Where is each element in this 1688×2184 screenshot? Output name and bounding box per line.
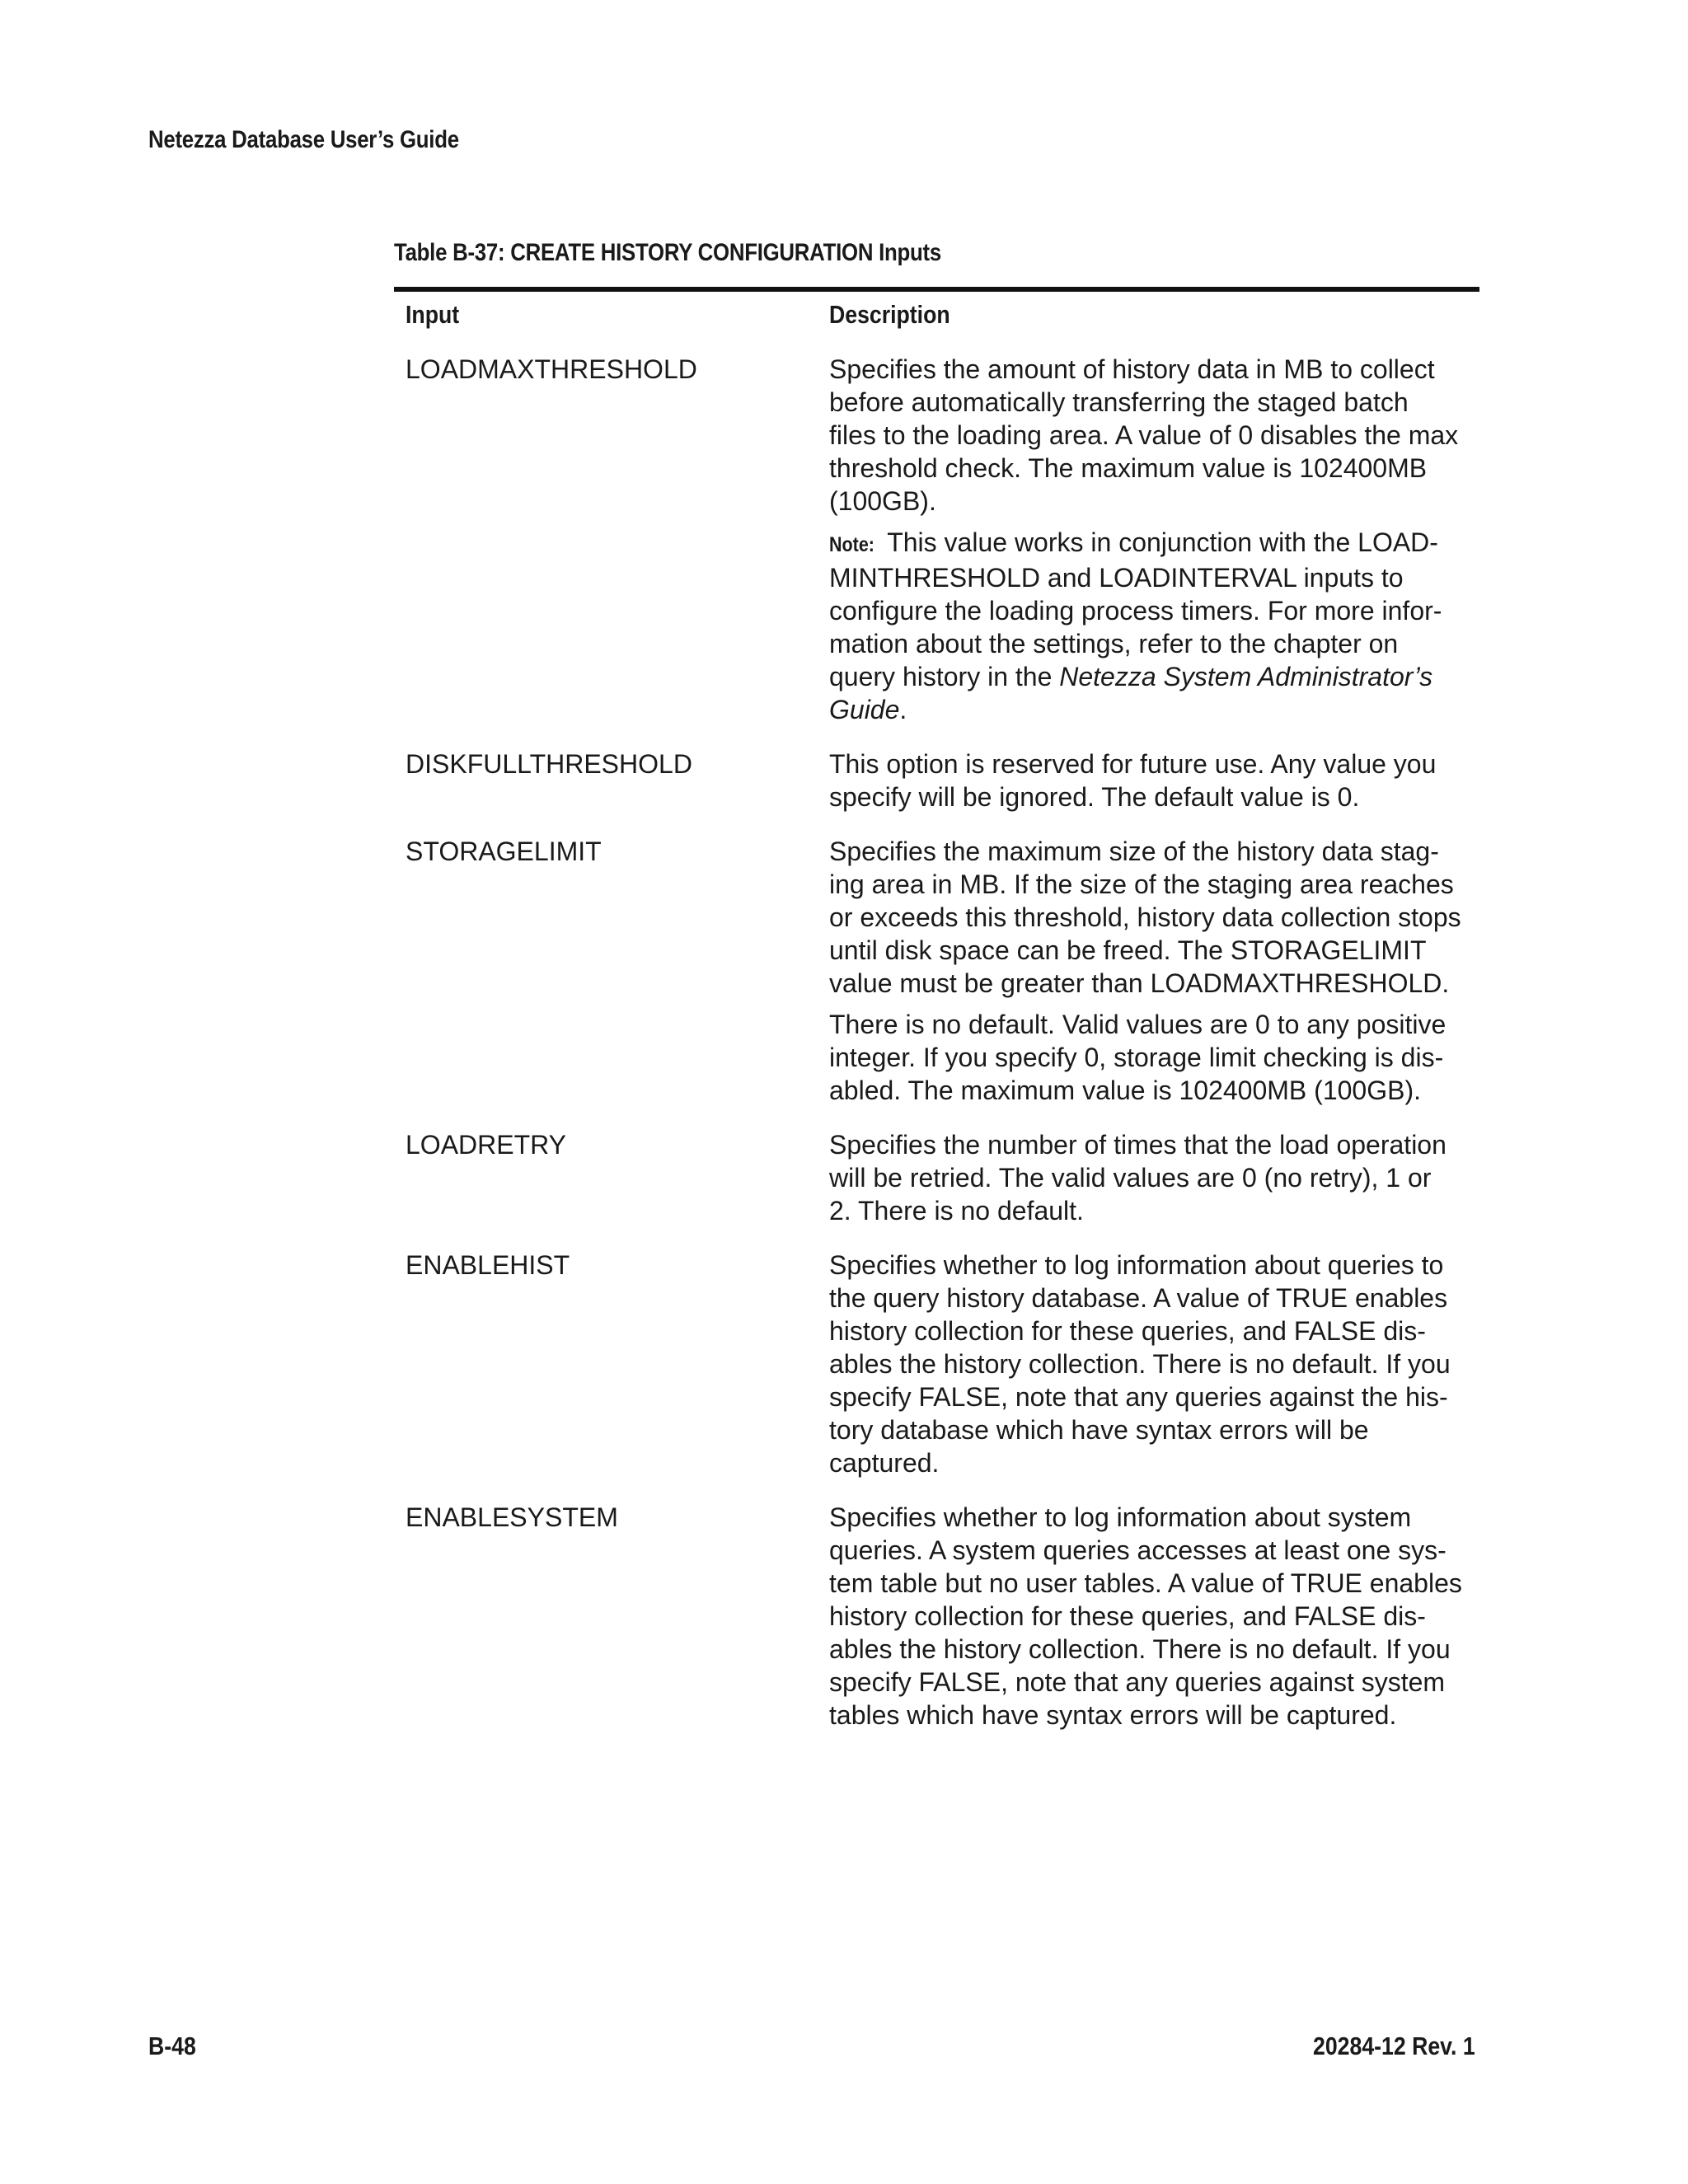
table-row [406,1128,1477,1227]
column-header-input: Input [406,300,460,329]
description-line: until disk space can be freed. The STORAGELIMIT [829,935,1427,965]
note-first-line [829,526,1477,561]
description-line: captured. [829,1448,940,1478]
description-line: history collection for these queries, and FALSE dis- [829,1601,1426,1631]
note-line: configure the loading process timers. For more infor- [829,596,1442,626]
column-header-description: Description [829,300,950,329]
input-name: ENABLEHIST [406,1250,570,1280]
reference-book-title-end: Guide [829,695,900,724]
description-paragraph [829,353,1477,518]
input-description [829,748,1477,813]
description-line: tables which have syntax errors will be captured. [829,1700,1397,1730]
description-line: Specifies the amount of history data in MB to collect [829,354,1435,384]
description-line: integer. If you specify 0, storage limit checking is dis- [829,1043,1444,1072]
table-top-rule [394,287,1479,292]
description-line: This option is reserved for future use. Any value you [829,749,1437,779]
note-reference-end-line [829,693,1477,726]
reference-book-title: Netezza System Administrator’s [1059,662,1433,691]
input-name: LOADMAXTHRESHOLD [406,354,697,384]
note-text: This value works in conjunction with the LOAD- [887,527,1438,557]
description-line: Specifies the number of times that the load operation [829,1130,1447,1160]
description-line: There is no default. Valid values are 0 to any positive [829,1010,1447,1039]
description-paragraph [829,1008,1477,1107]
document-id: 20284-12 Rev. 1 [1313,2032,1475,2060]
description-paragraph [829,1501,1477,1732]
description-line: abled. The maximum value is 102400MB (100GB). [829,1076,1421,1105]
table-row [406,748,1477,813]
table-caption: Table B-37: CREATE HISTORY CONFIGURATION Inputs [394,239,941,266]
input-description [829,353,1477,726]
note-line: mation about the settings, refer to the chapter on [829,629,1399,658]
table-row [406,835,1477,1107]
description-line: (100GB). [829,486,936,516]
description-line: Specifies whether to log information about system [829,1502,1412,1532]
description-line: ables the history collection. There is no default. If you [829,1634,1451,1664]
description-line: the query history database. A value of TRUE enables [829,1283,1448,1313]
page-number: B-48 [148,2032,196,2060]
note-line: MINTHRESHOLD and LOADINTERVAL inputs to [829,563,1404,593]
note-reference-prefix: query history in the [829,662,1060,691]
input-description [829,835,1477,1107]
note-reference-line [829,660,1477,693]
input-name: DISKFULLTHRESHOLD [406,749,692,779]
note-reference-suffix: . [899,695,907,724]
table-row [406,1501,1477,1732]
input-name: STORAGELIMIT [406,837,602,866]
input-description [829,1128,1477,1227]
description-line: ing area in MB. If the size of the staging area reaches [829,869,1454,899]
description-line: history collection for these queries, and FALSE dis- [829,1316,1426,1346]
description-paragraph [829,1128,1477,1227]
input-name: LOADRETRY [406,1130,567,1160]
description-line: specify FALSE, note that any queries against the his- [829,1382,1448,1412]
description-paragraph [829,748,1477,813]
description-paragraph [829,835,1477,1000]
description-line: Specifies the maximum size of the history data stag- [829,837,1439,866]
description-line: value must be greater than LOADMAXTHRESHOLD. [829,968,1450,998]
description-paragraph [829,1249,1477,1479]
description-line: 2. There is no default. [829,1196,1084,1226]
description-line: before automatically transferring the staged batch [829,387,1409,417]
note-paragraph [829,526,1477,726]
running-header: Netezza Database User’s Guide [148,126,459,153]
description-line: or exceeds this threshold, history data collection stops [829,902,1461,932]
description-line: specify will be ignored. The default value is 0. [829,782,1360,812]
description-line: specify FALSE, note that any queries against system [829,1667,1446,1697]
description-line: tem table but no user tables. A value of TRUE enables [829,1568,1462,1598]
description-line: files to the loading area. A value of 0 disables the max [829,420,1459,450]
input-description [829,1249,1477,1479]
description-line: queries. A system queries accesses at least one sys- [829,1535,1447,1565]
table-row [406,1249,1477,1479]
note-label: Note: [829,533,874,556]
description-line: will be retried. The valid values are 0 (no retry), 1 or [829,1163,1432,1193]
description-line: ables the history collection. There is no default. If you [829,1349,1451,1379]
table-row [406,353,1477,726]
description-line: threshold check. The maximum value is 102400MB [829,453,1428,483]
description-line: tory database which have syntax errors will be [829,1415,1369,1445]
description-line: Specifies whether to log information about queries to [829,1250,1444,1280]
input-name: ENABLESYSTEM [406,1502,618,1532]
input-description [829,1501,1477,1732]
table-body [406,353,1477,1753]
